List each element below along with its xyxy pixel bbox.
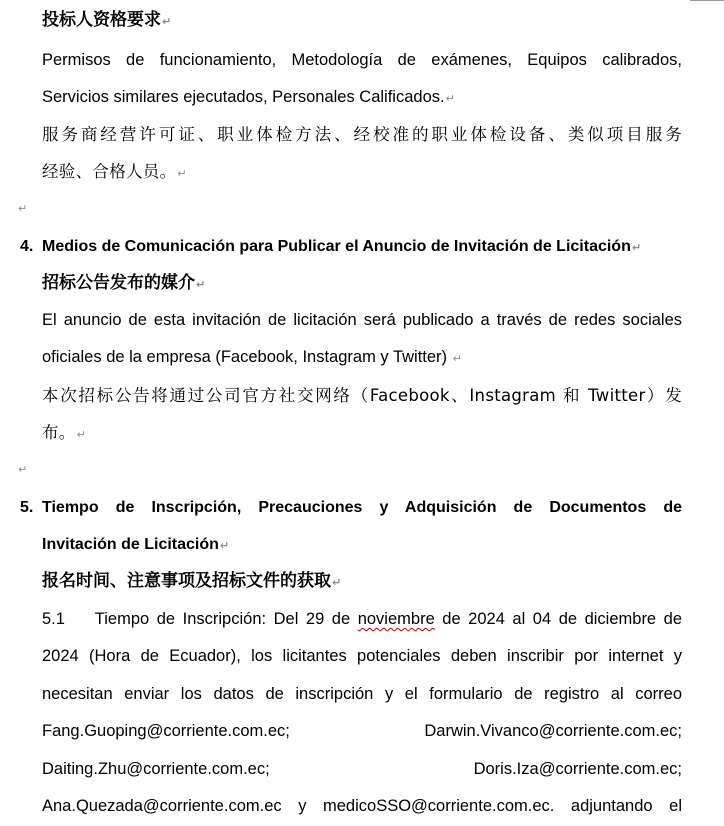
section-4-cn-line1: 本次招标公告将通过公司官方社交网络（Facebook、Instagram 和 Twitter）发 — [42, 386, 682, 405]
section-4-cn-line2: 布。↵ — [42, 423, 87, 442]
section-5-heading-cn: 报名时间、注意事项及招标文件的获取↵ — [42, 571, 342, 591]
qualification-cn-line2: 经验、合格人员。↵ — [42, 162, 187, 181]
email-row-2 — [42, 751, 682, 789]
section-4-es-line1: El anuncio de esta invitación de licitación será publicado a través de redes sociales — [42, 311, 682, 329]
spellcheck-underlined-word[interactable]: noviembre — [357, 610, 435, 628]
section-5-1-line2: 2024 (Hora de Ecuador), los licitantes potenciales deben inscribir por internet y — [42, 647, 682, 665]
section-5-1-line3: necesitan enviar los datos de inscripción y el formulario de registro al correo — [42, 685, 682, 703]
qualification-es-line1: Permisos de funcionamiento, Metodología de exámenes, Equipos calibrados, — [42, 51, 682, 69]
email-daiting: Daiting.Zhu@corriente.com.ec; — [42, 760, 270, 778]
section-4-number: 4. — [20, 238, 34, 255]
section-5-1-last-line: Ana.Quezada@corriente.com.ec y medicoSSO@corriente.com.ec. adjuntando el — [42, 797, 682, 815]
empty-paragraph-mark: ↵ — [18, 464, 28, 476]
email-row-1 — [42, 713, 682, 751]
section-5-heading-es-line2: Invitación de Licitación↵ — [42, 536, 230, 553]
section-4-heading-cn: 招标公告发布的媒介↵ — [42, 273, 206, 293]
page-corner-mark — [690, 0, 724, 5]
qualification-es-line2: Servicios similares ejecutados, Personales Calificados.↵ — [42, 88, 455, 106]
section-5-heading-es-line1: Tiempo de Inscripción, Precauciones y Adquisición de Documentos de — [42, 499, 682, 516]
section-5-number: 5. — [20, 499, 34, 516]
empty-paragraph-mark: ↵ — [18, 203, 28, 215]
email-darwin: Darwin.Vivanco@corriente.com.ec; — [424, 722, 682, 740]
section-4-heading-es: Medios de Comunicación para Publicar el Anuncio de Invitación de Licitación↵ — [42, 238, 642, 255]
section-5-1-line1: 5.1 Tiempo de Inscripción: Del 29 de noviembre de 2024 al 04 de diciembre de — [42, 610, 682, 628]
section-4-es-line2: oficiales de la empresa (Facebook, Instagram y Twitter) ↵ — [42, 348, 462, 366]
qualification-heading-cn: 投标人资格要求↵ — [42, 10, 172, 30]
qualification-cn-line1: 服务商经营许可证、职业体检方法、经校准的职业体检设备、类似项目服务 — [42, 125, 682, 144]
email-doris: Doris.Iza@corriente.com.ec; — [473, 760, 682, 778]
email-fang: Fang.Guoping@corriente.com.ec; — [42, 722, 290, 740]
